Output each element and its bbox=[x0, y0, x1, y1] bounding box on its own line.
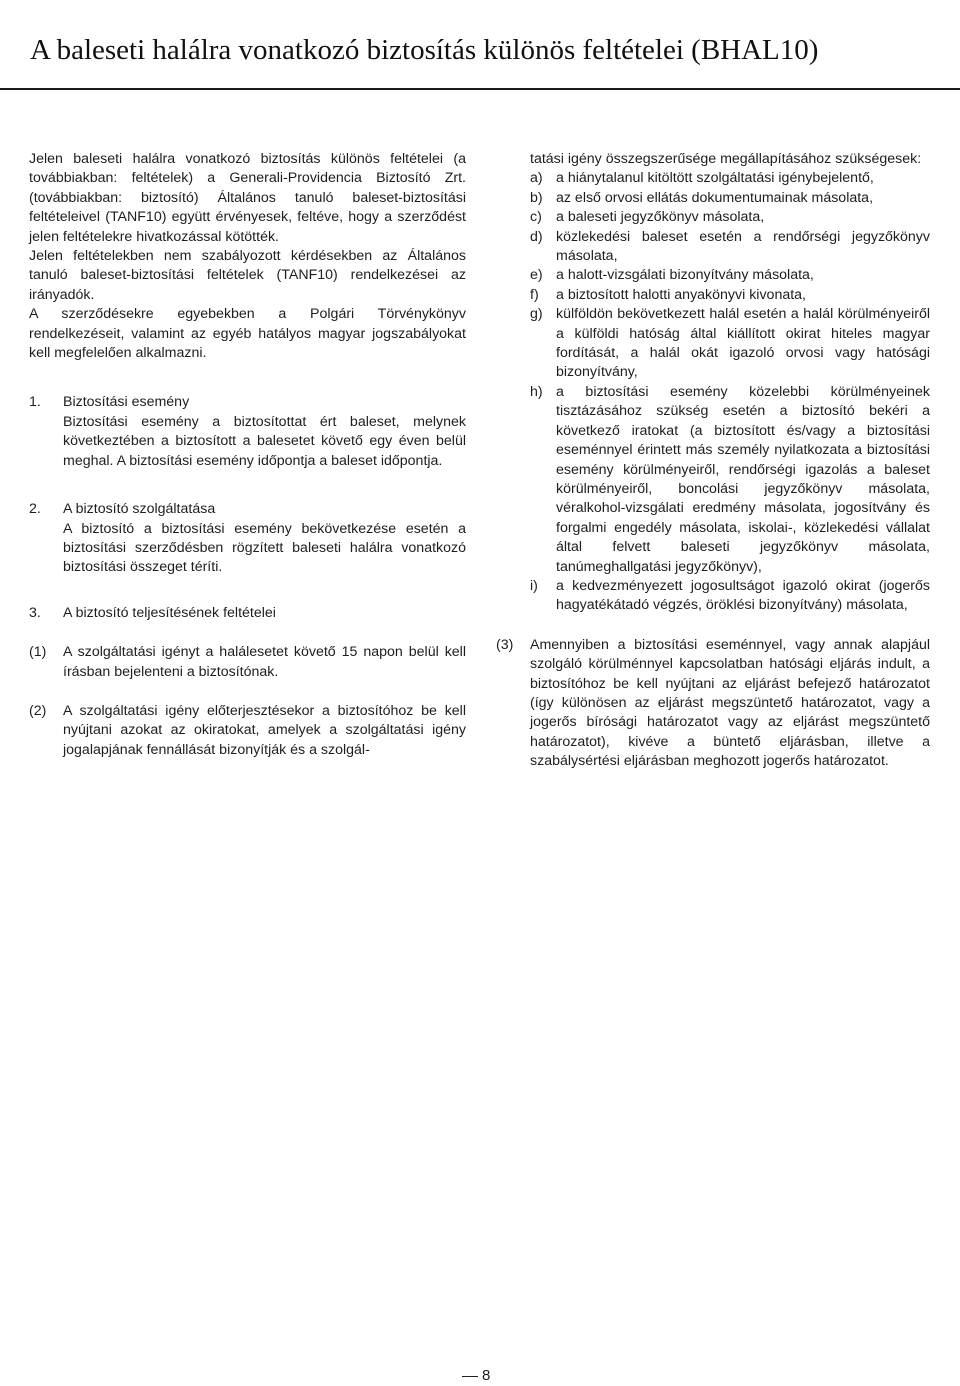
list-item-text: közlekedési baleset esetén a rendőrségi jegyzőkönyv másolata, bbox=[556, 228, 930, 265]
paragraph-number: (1) bbox=[29, 644, 47, 661]
section-heading bbox=[29, 393, 466, 412]
paragraph-text: A szolgáltatási igényt a halálesetet követő 15 napon belül kell írásban bejelenteni a biztosítónak. bbox=[63, 644, 466, 680]
section-title: A biztosító teljesítésének feltételei bbox=[63, 604, 276, 621]
list-item-letter: a) bbox=[530, 170, 543, 187]
page-number-value: 8 bbox=[482, 1367, 491, 1384]
intro-paragraph-3: A szerződésekre egyebekben a Polgári Törvénykönyv rendelkezéseit, valamint az egyéb hatályos magyar jogszabályokat kell megfelelően alkalmazni. bbox=[29, 306, 466, 362]
list-item-text: az első orvosi ellátás dokumentumainak másolata, bbox=[556, 189, 874, 206]
section-heading bbox=[29, 500, 466, 519]
page-title: A baleseti halálra vonatkozó biztosítás különös feltételei (BHAL10) bbox=[30, 34, 819, 66]
list-item bbox=[496, 228, 930, 267]
list-item-text: a baleseti jegyzőkönyv másolata, bbox=[556, 209, 765, 226]
page-number-dash bbox=[462, 1376, 478, 1377]
list-item bbox=[496, 169, 930, 188]
section-body: Biztosítási esemény a biztosítottat ért baleset, melynek következtében a biztosított a balesetet követő egy éven belül meghal. A biztosítási esemény időpontja a baleset időpontja. bbox=[63, 413, 466, 469]
list-item-letter: g) bbox=[530, 306, 543, 323]
list-item-text: a kedvezményezett jogosultságot igazoló okirat (jogerős hagyatékátadó végzés, öröklési bizonyítvány) másolata, bbox=[556, 577, 930, 614]
list-item-text: a biztosított halotti anyakönyvi kivonata, bbox=[556, 286, 806, 303]
list-item bbox=[496, 189, 930, 208]
list-item-letter: f) bbox=[530, 286, 539, 303]
left-column bbox=[29, 150, 466, 760]
list-item-letter: h) bbox=[530, 383, 543, 400]
list-item-text: a halott-vizsgálati bizonyítvány másolata, bbox=[556, 267, 814, 284]
section-title: Biztosítási esemény bbox=[63, 394, 190, 411]
section-heading bbox=[29, 604, 466, 623]
list-item-letter: c) bbox=[530, 209, 542, 226]
section-2 bbox=[29, 500, 466, 578]
intro-paragraph-2: Jelen feltételekben nem szabályozott kérdésekben az Általános tanuló baleset-biztosítási feltételek (TANF10) rendelkezései az irányadók. bbox=[29, 248, 466, 303]
list-item-letter: b) bbox=[530, 189, 543, 206]
paragraph-2 bbox=[29, 702, 466, 760]
list-item bbox=[496, 577, 930, 616]
list-item-letter: e) bbox=[530, 267, 543, 284]
paragraph-number: (2) bbox=[29, 702, 47, 719]
list-item-text: a biztosítási esemény közelebbi körülményeinek tisztázásához szükség esetén a biztosító bekéri a következő iratokat (a biztosított és/vagy a biztosítási eseménnyel érintett más személy nyilatkozata a biztosítási esemény körülményeiről, rendőrségi igazolás a baleset körülményeiről, boncolási jegyzőkönyv másolata, véralkohol-vizsgálati eredmény másolata, jogosítvány és forgalmi engedély másolata, iskolai-, közlekedési vállalat által felvett baleseti jegyzőkönyv másolata, tanúmeghallgatási jegyzőkönyv), bbox=[556, 383, 930, 575]
paragraph-2-continuation: tatási igény összegszerűsége megállapításához szükségesek: bbox=[530, 151, 922, 167]
list-item bbox=[496, 266, 930, 285]
right-column bbox=[496, 150, 930, 772]
section-body: A biztosító a biztosítási esemény bekövetkezése esetén a biztosítási szerződésben rögzített baleseti halálra vonatkozó biztosítási összeget téríti. bbox=[63, 520, 466, 576]
list-item-letter: d) bbox=[530, 228, 543, 245]
section-1 bbox=[29, 393, 466, 471]
page-number bbox=[462, 1366, 490, 1386]
list-item bbox=[496, 286, 930, 305]
list-item bbox=[496, 383, 930, 577]
list-item-letter: i) bbox=[530, 577, 538, 594]
section-number: 1. bbox=[29, 394, 41, 411]
section-number: 3. bbox=[29, 604, 41, 621]
intro-paragraph-1: Jelen baleseti halálra vonatkozó biztosítás különös feltételei (a továbbiakban: feltételek) a Generali-Providencia Biztosító Zrt. (továbbiakban: biztosító) Általános tanuló baleset-biztosítási feltételeivel (TANF10) együtt érvényesek, feltéve, hogy a szerződést jelen feltételekre hivatkozással kötötték. bbox=[29, 151, 466, 245]
paragraph-3 bbox=[496, 636, 930, 772]
list-item-text: külföldön bekövetkezett halál esetén a halál körülményeiről a külföldi hatóság által kiállított okirat hiteles magyar fordítását, a halál okát igazoló orvosi vagy hatósági bizonyítvány, bbox=[556, 306, 930, 381]
section-number: 2. bbox=[29, 501, 41, 518]
title-divider bbox=[0, 88, 960, 90]
list-item bbox=[496, 305, 930, 383]
paragraph-text: Amennyiben a biztosítási eseménnyel, vagy annak alapjául szolgáló körülménnyel kapcsolatban hatósági eljárás indult, a biztosítóhoz be kell nyújtani az eljárást befejező határozatot (így különösen az eljárást megszüntető határozatot, vagy a jogerős bírósági határozatot vagy az eljárást megszüntető határozatot), kivéve a büntető eljárásban, illetve a szabálysértési eljárásban meghozott jogerős határozatot. bbox=[530, 636, 930, 770]
section-3 bbox=[29, 604, 466, 623]
section-title: A biztosító szolgáltatása bbox=[63, 501, 216, 518]
paragraph-number: (3) bbox=[496, 636, 514, 653]
paragraph-text: A szolgáltatási igény előterjesztésekor a biztosítóhoz be kell nyújtani azokat az okiratokat, amelyek a szolgáltatási igény jogalapjának fennállását bizonyítják és a szolgál- bbox=[63, 702, 466, 758]
list-item-text: a hiánytalanul kitöltött szolgáltatási igénybejelentő, bbox=[556, 170, 874, 187]
paragraph-1 bbox=[29, 643, 466, 682]
list-item bbox=[496, 208, 930, 227]
